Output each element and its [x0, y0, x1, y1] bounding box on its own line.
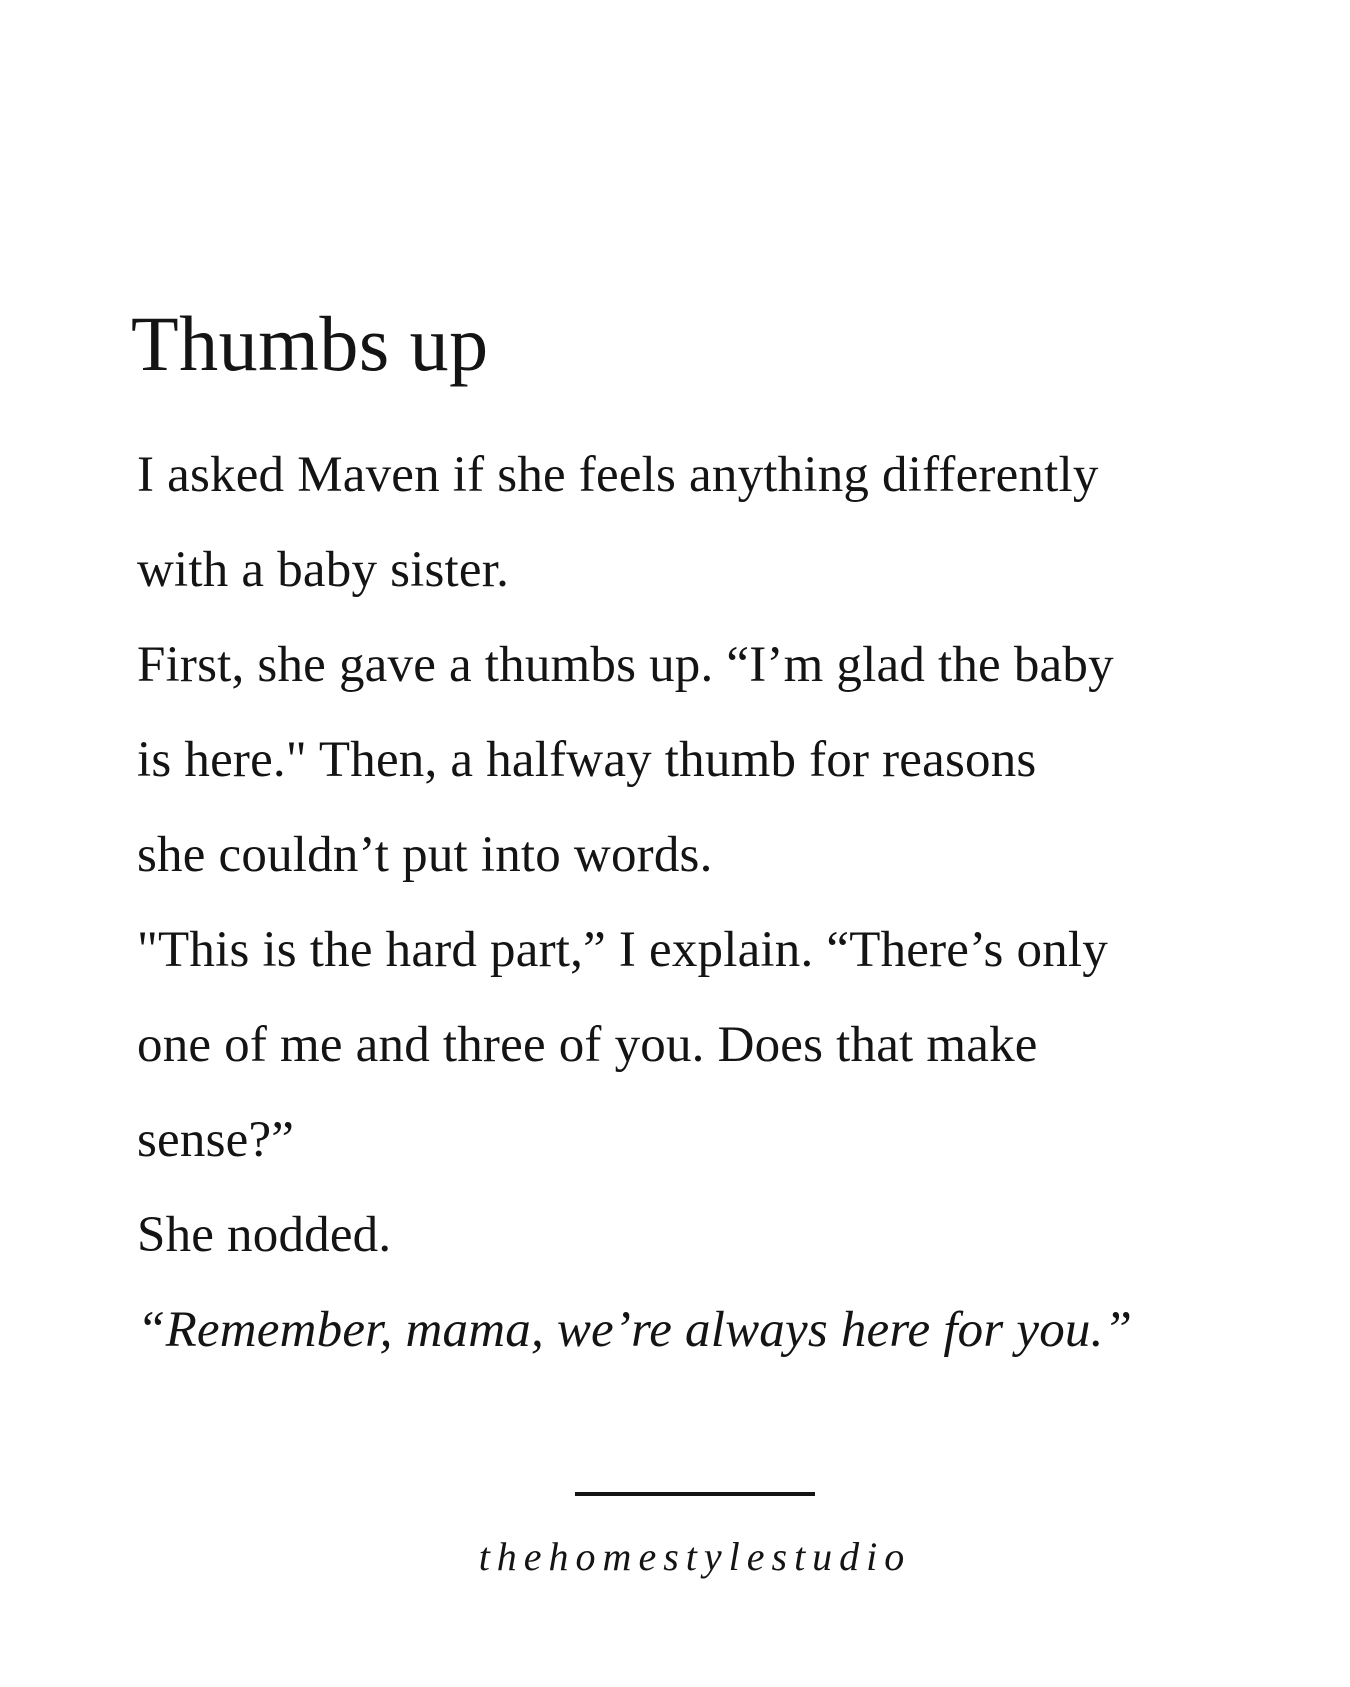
- body-line: First, she gave a thumbs up. “I’m glad the baby: [137, 637, 1114, 693]
- body-line: She nodded.: [137, 1207, 392, 1263]
- post-body: [137, 428, 1267, 1378]
- body-line: sense?”: [137, 1112, 295, 1168]
- body-line: one of me and three of you. Does that make: [137, 1017, 1038, 1073]
- body-line: she couldn’t put into words.: [137, 827, 713, 883]
- closing-quote: “Remember, mama, we’re always here for you.”: [137, 1302, 1133, 1358]
- body-line: I asked Maven if she feels anything differently: [137, 447, 1099, 503]
- body-line: "This is the hard part,” I explain. “There’s only: [137, 922, 1108, 978]
- post-title: Thumbs up: [131, 300, 489, 387]
- body-line: is here." Then, a halfway thumb for reasons: [137, 732, 1037, 788]
- divider: [575, 1492, 815, 1496]
- signature: thehomestylestudio: [478, 1534, 912, 1579]
- body-line: with a baby sister.: [137, 542, 510, 598]
